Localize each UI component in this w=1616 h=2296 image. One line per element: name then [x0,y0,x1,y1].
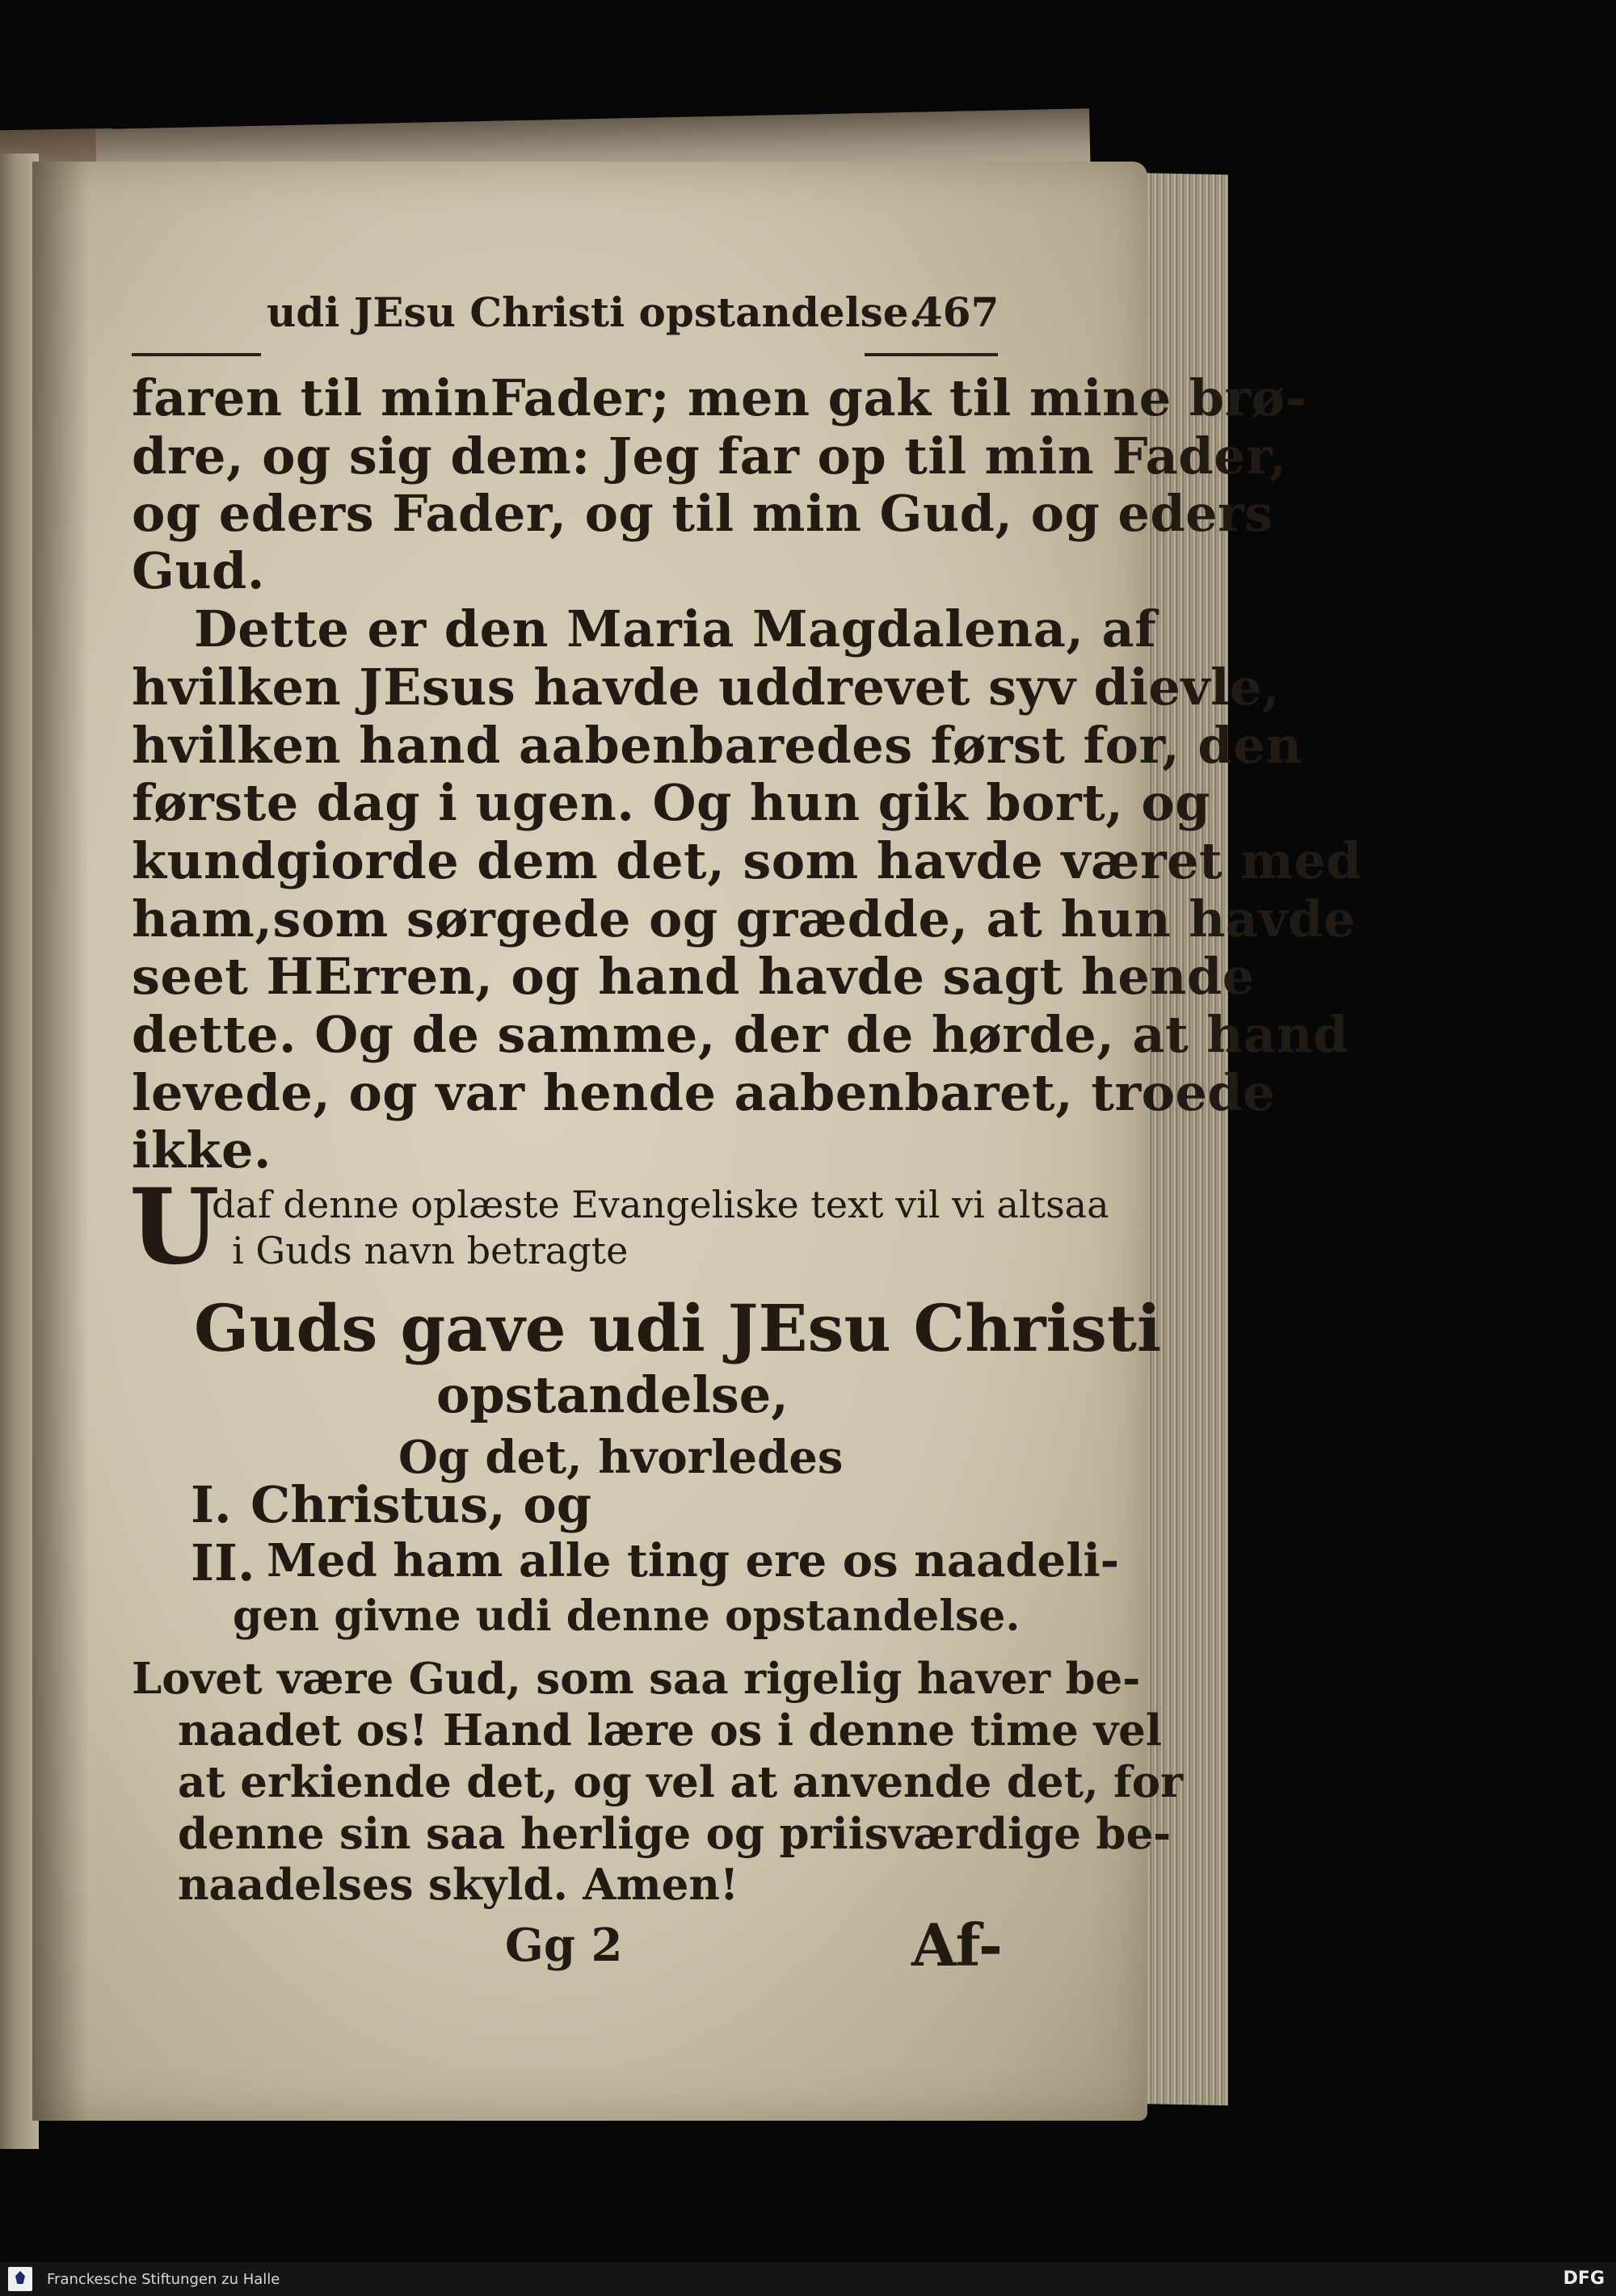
item-numeral: II. [191,1533,255,1592]
footer-label: Franckesche Stiftungen zu Halle [47,2271,280,2288]
body-line: levede, og var hende aabenbaret, troede [132,1063,1276,1122]
catchword: Af- [911,1911,1003,1979]
closing-line: denne sin saa herlige og priisværdige be- [178,1809,1172,1859]
body-line: og eders Fader, og til min Gud, og eders [132,484,1273,543]
item-text: Med ham alle ting ere os naadeli- [267,1534,1119,1587]
dfg-logo: DFG [1563,2269,1605,2289]
body-line: hvilken JEsus havde uddrevet syv dievle, [132,658,1281,717]
closing-line: naadelses skyld. Amen! [178,1860,739,1910]
viewer-footer [0,2262,1616,2296]
francke-foundation-logo-icon [8,2267,32,2291]
body-line: faren til minFader; men gak til mine brø- [132,368,1307,427]
body-line: hvilken hand aabenbaredes først for, den [132,716,1302,775]
head-rule-left [132,353,261,356]
body-line: ham,som sørgede og grædde, at hun havde [132,889,1356,948]
body-line: Dette er den Maria Magdalena, af [194,599,1157,658]
item-text-cont: gen givne udi denne opstandelse. [233,1592,1021,1641]
body-line: dette. Og de samme, der de hørde, at hand [132,1005,1349,1064]
gutter-shadow [32,162,89,2121]
body-line: dre, og sig dem: Jeg far op til min Fader, [132,427,1287,486]
body-line: kundgiorde dem det, som havde været med [132,831,1362,890]
drop-cap: U [129,1167,220,1288]
sermon-title: Guds gave udi JEsu Christi [194,1290,1162,1366]
body-line: ikke. [132,1121,271,1180]
closing-line: at erkiende det, og vel at anvende det, for [178,1757,1184,1807]
sermon-subtitle: Og det, hvorledes [398,1431,844,1484]
item-text: Christus, og [250,1475,592,1534]
sermon-title-cont: opstandelse, [436,1365,789,1424]
body-line: første dag i ugen. Og hun gik bort, og [132,773,1211,832]
item-numeral: I. [191,1475,232,1534]
running-head: udi JEsu Christi opstandelse. [267,288,923,336]
closing-line: naadet os! Hand lære os i denne time vel [178,1705,1162,1756]
intro-line: i Guds navn betragte [232,1229,629,1272]
body-line: Gud. [132,541,265,600]
signature-mark: Gg 2 [505,1919,623,1972]
intro-line: daf denne oplæste Evangeliske text vil vi altsaa [212,1183,1109,1226]
closing-line: Lovet være Gud, som saa rigelig haver be- [132,1654,1141,1704]
page-number: 467 [915,288,999,336]
body-line: seet HErren, og hand havde sagt hende [132,947,1255,1006]
head-rule-right [865,353,998,356]
